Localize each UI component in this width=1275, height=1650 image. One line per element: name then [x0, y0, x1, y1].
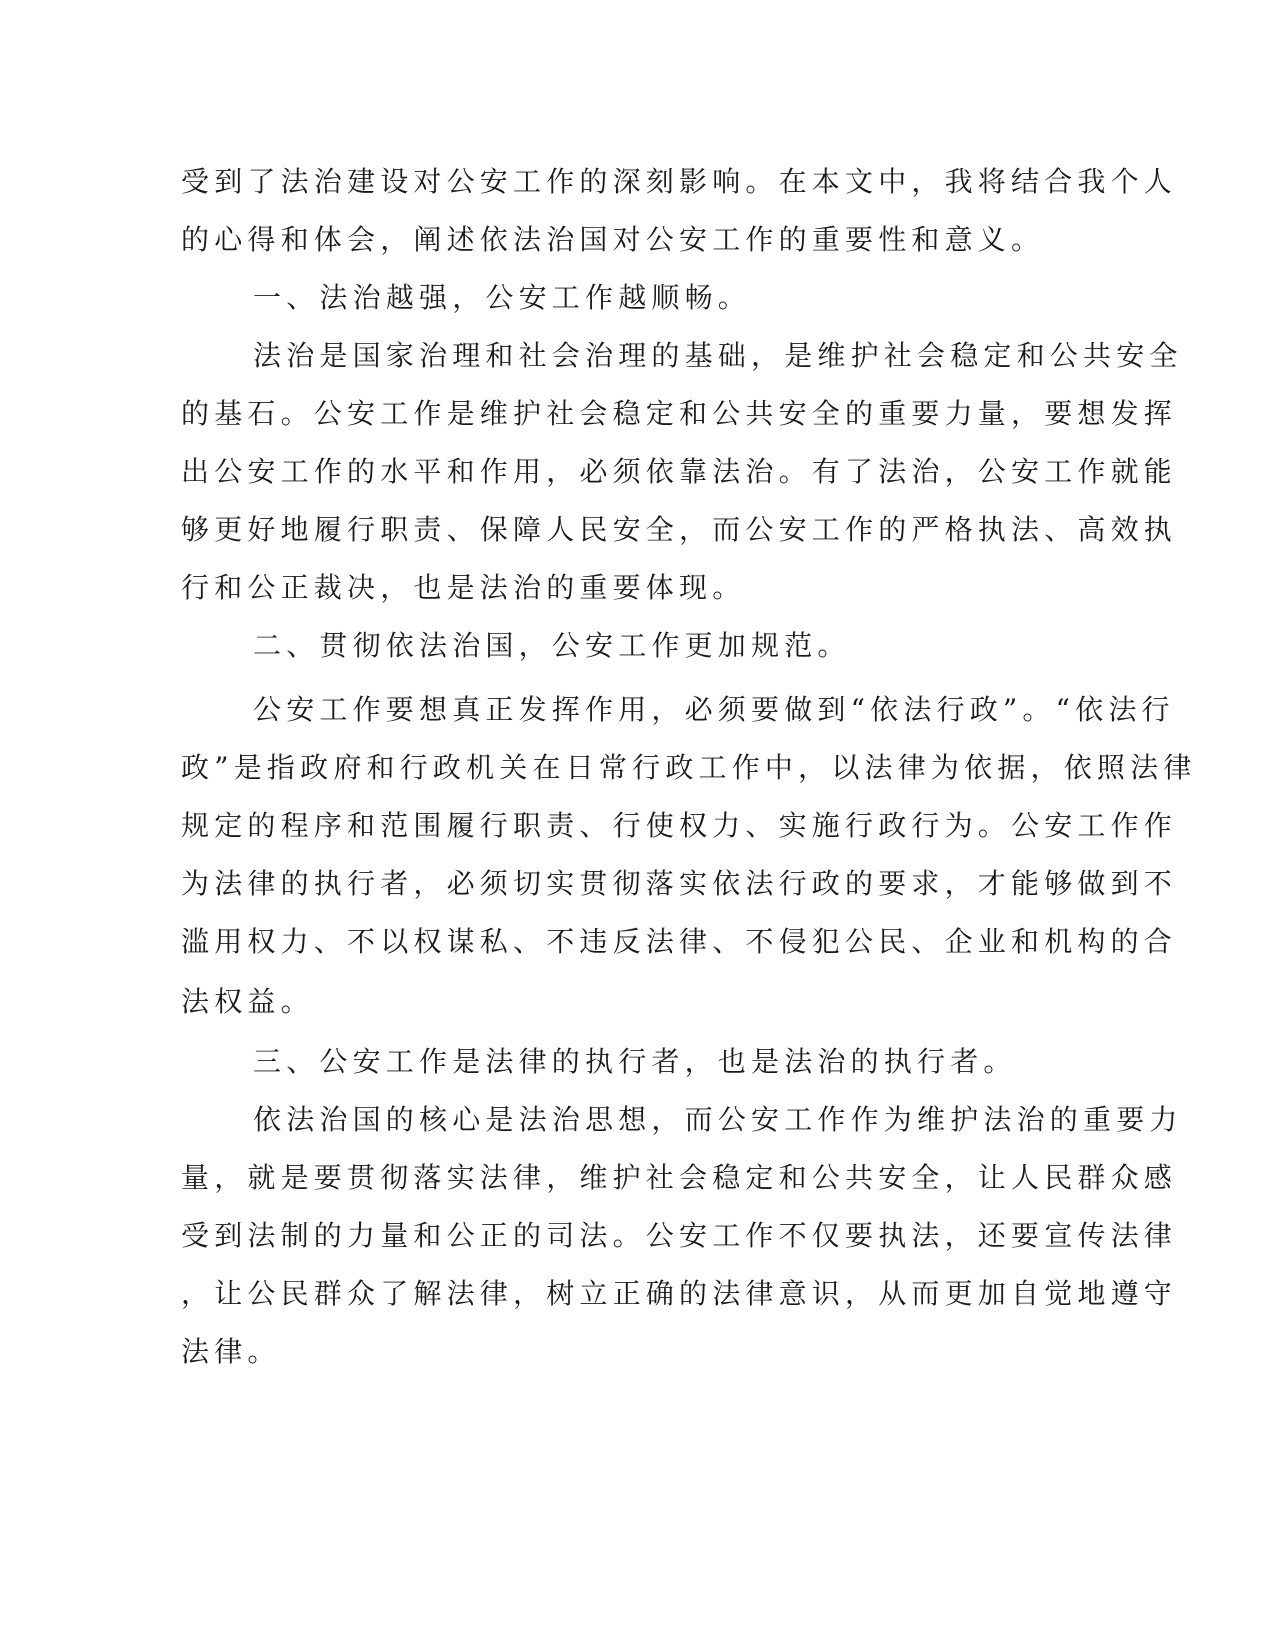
- text-line: 量，就是要贯彻落实法律，维护社会稳定和公共安全，让人民群众感: [181, 1161, 1178, 1194]
- text-line: 受到法制的力量和公正的司法。公安工作不仅要执法，还要宣传法律: [181, 1219, 1178, 1252]
- text-line: 政”是指政府和行政机关在日常行政工作中，以法律为依据，依照法律: [181, 751, 1197, 784]
- section-heading: 三、公安工作是法律的执行者，也是法治的执行者。: [253, 1045, 1017, 1078]
- text-line: 法权益。: [181, 985, 314, 1018]
- text-line: 法治是国家治理和社会治理的基础，是维护社会稳定和公共安全: [253, 339, 1183, 372]
- text-line: ，让公民群众了解法律，树立正确的法律意识，从而更加自觉地遵守: [181, 1277, 1178, 1310]
- section-heading: 一、法治越强，公安工作越顺畅。: [253, 281, 752, 314]
- section-heading: 二、贯彻依法治国，公安工作更加规范。: [253, 629, 851, 662]
- text-line: 公安工作要想真正发挥作用，必须要做到“依法行政”。“依法行: [253, 693, 1175, 726]
- text-line: 出公安工作的水平和作用，必须依靠法治。有了法治，公安工作就能: [181, 455, 1178, 488]
- text-line: 法律。: [181, 1335, 281, 1368]
- text-line: 的基石。公安工作是维护社会稳定和公共安全的重要力量，要想发挥: [181, 397, 1178, 430]
- text-line: 够更好地履行职责、保障人民安全，而公安工作的严格执法、高效执: [181, 513, 1178, 546]
- text-line: 为法律的执行者，必须切实贯彻落实依法行政的要求，才能够做到不: [181, 867, 1178, 900]
- text-line: 依法治国的核心是法治思想，而公安工作作为维护法治的重要力: [253, 1103, 1183, 1136]
- text-line: 滥用权力、不以权谋私、不违反法律、不侵犯公民、企业和机构的合: [181, 925, 1178, 958]
- text-line: 的心得和体会，阐述依法治国对公安工作的重要性和意义。: [181, 223, 1045, 256]
- text-line: 规定的程序和范围履行职责、行使权力、实施行政行为。公安工作作: [181, 809, 1178, 842]
- text-line: 行和公正裁决，也是法治的重要体现。: [181, 571, 746, 604]
- text-line: 受到了法治建设对公安工作的深刻影响。在本文中，我将结合我个人: [181, 165, 1178, 198]
